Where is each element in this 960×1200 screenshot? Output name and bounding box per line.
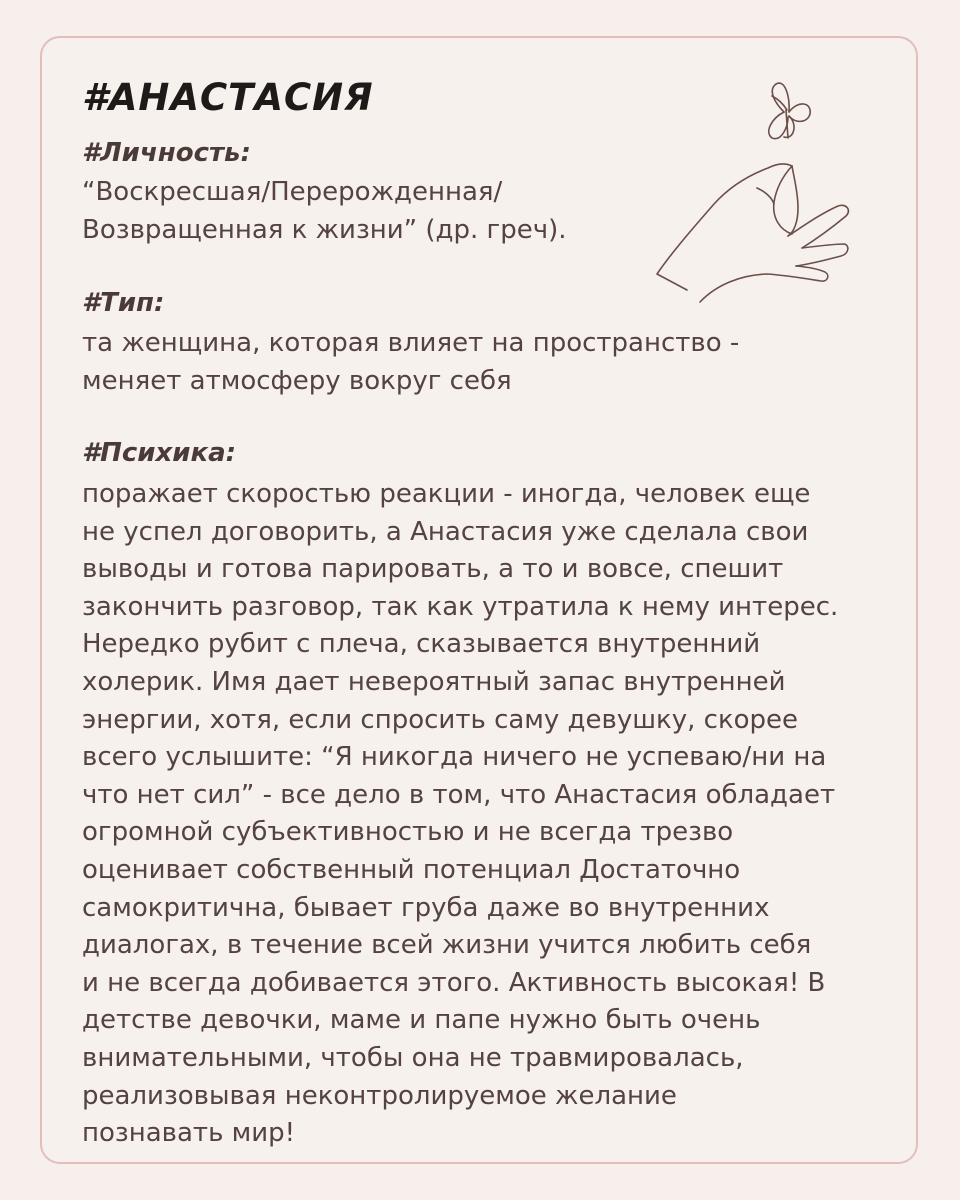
section-label-type: #Тип: <box>82 288 165 318</box>
section-body-type <box>82 325 739 400</box>
text-line: холерик. Имя дает невероятный запас внутренней <box>82 666 786 697</box>
content-card <box>40 36 918 1164</box>
section-label-personality: #Личность: <box>82 138 251 168</box>
text-line: детстве девочки, маме и папе нужно быть очень <box>82 1005 761 1036</box>
section-body-psyche <box>82 476 838 1153</box>
section-label-psyche: #Психика: <box>82 438 237 468</box>
text-line: самокритична, бывает груба даже во внутренних <box>82 892 770 923</box>
section-body-personality <box>82 174 566 249</box>
page-title: #АНАСТАСИЯ <box>82 76 374 119</box>
text-line: огромной субъективностью и не всегда трезво <box>82 817 734 848</box>
text-line: та женщина, которая влияет на пространство - <box>82 328 740 358</box>
text-line: не успел договорить, а Анастасия уже сделала свои <box>82 516 809 547</box>
hand-with-butterfly-icon <box>642 62 867 307</box>
text-line: оценивает собственный потенциал Достаточно <box>82 854 741 885</box>
text-line: меняет атмосферу вокруг себя <box>82 365 512 396</box>
text-line: Нередко рубит с плеча, сказывается внутренний <box>82 629 761 660</box>
text-line: реализовывая неконтролируемое желание <box>82 1080 677 1111</box>
text-line: поражает скоростью реакции - иногда, человек еще <box>82 479 811 509</box>
text-line: всего услышите: “Я никогда ничего не успеваю/ни на <box>82 742 827 773</box>
text-line: энергии, хотя, если спросить саму девушку, скорее <box>82 704 799 735</box>
text-line: выводы и готова парировать, а то и вовсе, спешит <box>82 554 784 585</box>
text-line: познавать мир! <box>82 1118 296 1149</box>
text-line: внимательными, чтобы она не травмировалась, <box>82 1042 744 1073</box>
text-line: “Воскресшая/Перерожденная/ <box>82 177 503 207</box>
text-line: Возвращенная к жизни” (др. греч). <box>82 214 567 245</box>
text-line: что нет сил” - все дело в том, что Анастасия обладает <box>82 779 836 810</box>
text-line: диалогах, в течение всей жизни учится любить себя <box>82 930 812 961</box>
text-line: и не всегда добивается этого. Активность высокая! В <box>82 967 826 998</box>
text-line: закончить разговор, так как утратила к нему интерес. <box>82 591 839 622</box>
